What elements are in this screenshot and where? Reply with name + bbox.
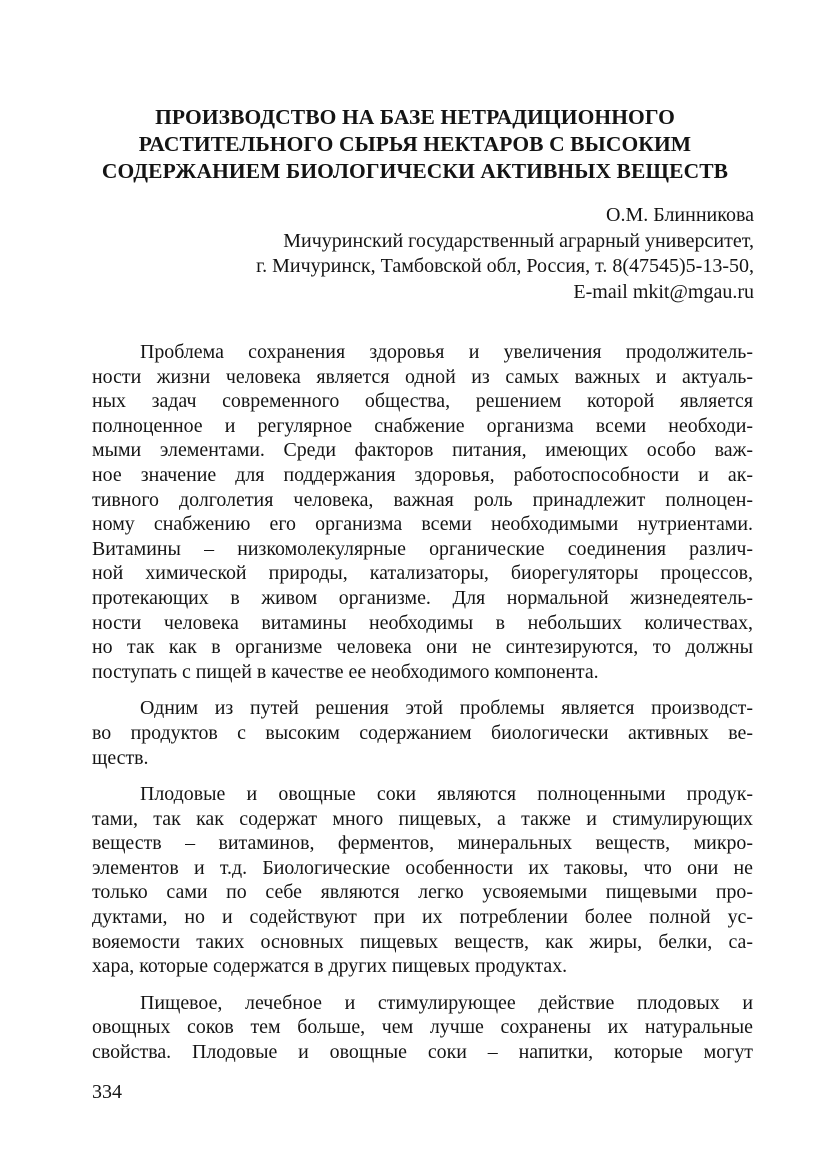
text-line: только сами по себе являются легко усвояемыми пищевыми про- [92, 881, 753, 904]
article-title [90, 104, 740, 185]
text-line: тивного долголетия человека, важная роль принадлежит полноцен- [92, 488, 753, 511]
text-line: хара, которые содержатся в других пищевых продуктах. [92, 955, 568, 978]
text-line: ществ. [92, 746, 149, 769]
paragraph [92, 696, 753, 770]
paragraph [92, 782, 753, 979]
text-line: Одним из путей решения этой проблемы является производст- [140, 697, 753, 720]
author-block [114, 203, 754, 305]
text-line: ному снабжению его организма всеми необходимыми нутриентами. [92, 513, 753, 536]
text-line: тами, так как содержат много пищевых, а также и стимулирующих [92, 807, 753, 830]
title-line: РАСТИТЕЛЬНОГО СЫРЬЯ НЕКТАРОВ С ВЫСОКИМ [138, 132, 692, 156]
text-line: полноценное и регулярное снабжение организма всеми необходи- [92, 414, 753, 437]
text-line: ное значение для поддержания здоровья, работоспособности и ак- [92, 463, 753, 486]
article-body [92, 340, 753, 1077]
author-affiliation: Мичуринский государственный аграрный университет, [283, 229, 754, 252]
paragraph [92, 340, 753, 684]
text-line: Проблема сохранения здоровья и увеличения продолжитель- [140, 341, 753, 363]
text-line: элементов и т.д. Биологические особенности их таковы, что они не [92, 856, 753, 879]
text-line: протекающих в живом организме. Для нормальной жизнедеятель- [92, 586, 753, 609]
text-line: ности жизни человека является одной из самых важных и актуаль- [92, 365, 753, 388]
text-line: мыми элементами. Среди факторов питания, имеющих особо важ- [92, 439, 753, 462]
text-line: ной химической природы, катализаторы, биорегуляторы процессов, [92, 562, 753, 585]
text-line: овощных соков тем больше, чем лучше сохранены их натуральные [92, 1016, 753, 1039]
title-line: СОДЕРЖАНИЕМ БИОЛОГИЧЕСКИ АКТИВНЫХ ВЕЩЕСТВ [101, 159, 729, 183]
text-line: вояемости таких основных пищевых веществ, как жиры, белки, са- [92, 930, 753, 953]
page-number: 334 [92, 1081, 122, 1103]
text-line: во продуктов с высоким содержанием биологически активных ве- [92, 721, 753, 744]
text-line: Пищевое, лечебное и стимулирующее действие плодовых и [140, 991, 753, 1014]
text-line: ных задач современного общества, решением которой является [92, 390, 753, 413]
text-line: поступать с пищей в качестве ее необходимого компонента. [92, 660, 599, 683]
text-line: дуктами, но и содействуют при их потреблении более полной ус- [92, 906, 753, 929]
text-line: свойства. Плодовые и овощные соки – напитки, которые могут [92, 1041, 753, 1064]
text-line: ности человека витамины необходимы в небольших количествах, [92, 611, 753, 634]
author-name: О.М. Блинникова [606, 204, 754, 226]
text-line: Плодовые и овощные соки являются полноценными продук- [140, 783, 753, 806]
text-line: но так как в организме человека они не синтезируются, то должны [92, 636, 753, 659]
author-email: E-mail mkit@mgau.ru [573, 280, 754, 303]
text-line: Витамины – низкомолекулярные органические соединения различ- [92, 537, 753, 560]
title-line: ПРОИЗВОДСТВО НА БАЗЕ НЕТРАДИЦИОННОГО [155, 105, 675, 129]
paragraph [92, 991, 753, 1065]
text-line: веществ – витаминов, ферментов, минеральных веществ, микро- [92, 832, 753, 855]
author-address: г. Мичуринск, Тамбовской обл, Россия, т. 8(47545)5-13-50, [256, 255, 754, 277]
